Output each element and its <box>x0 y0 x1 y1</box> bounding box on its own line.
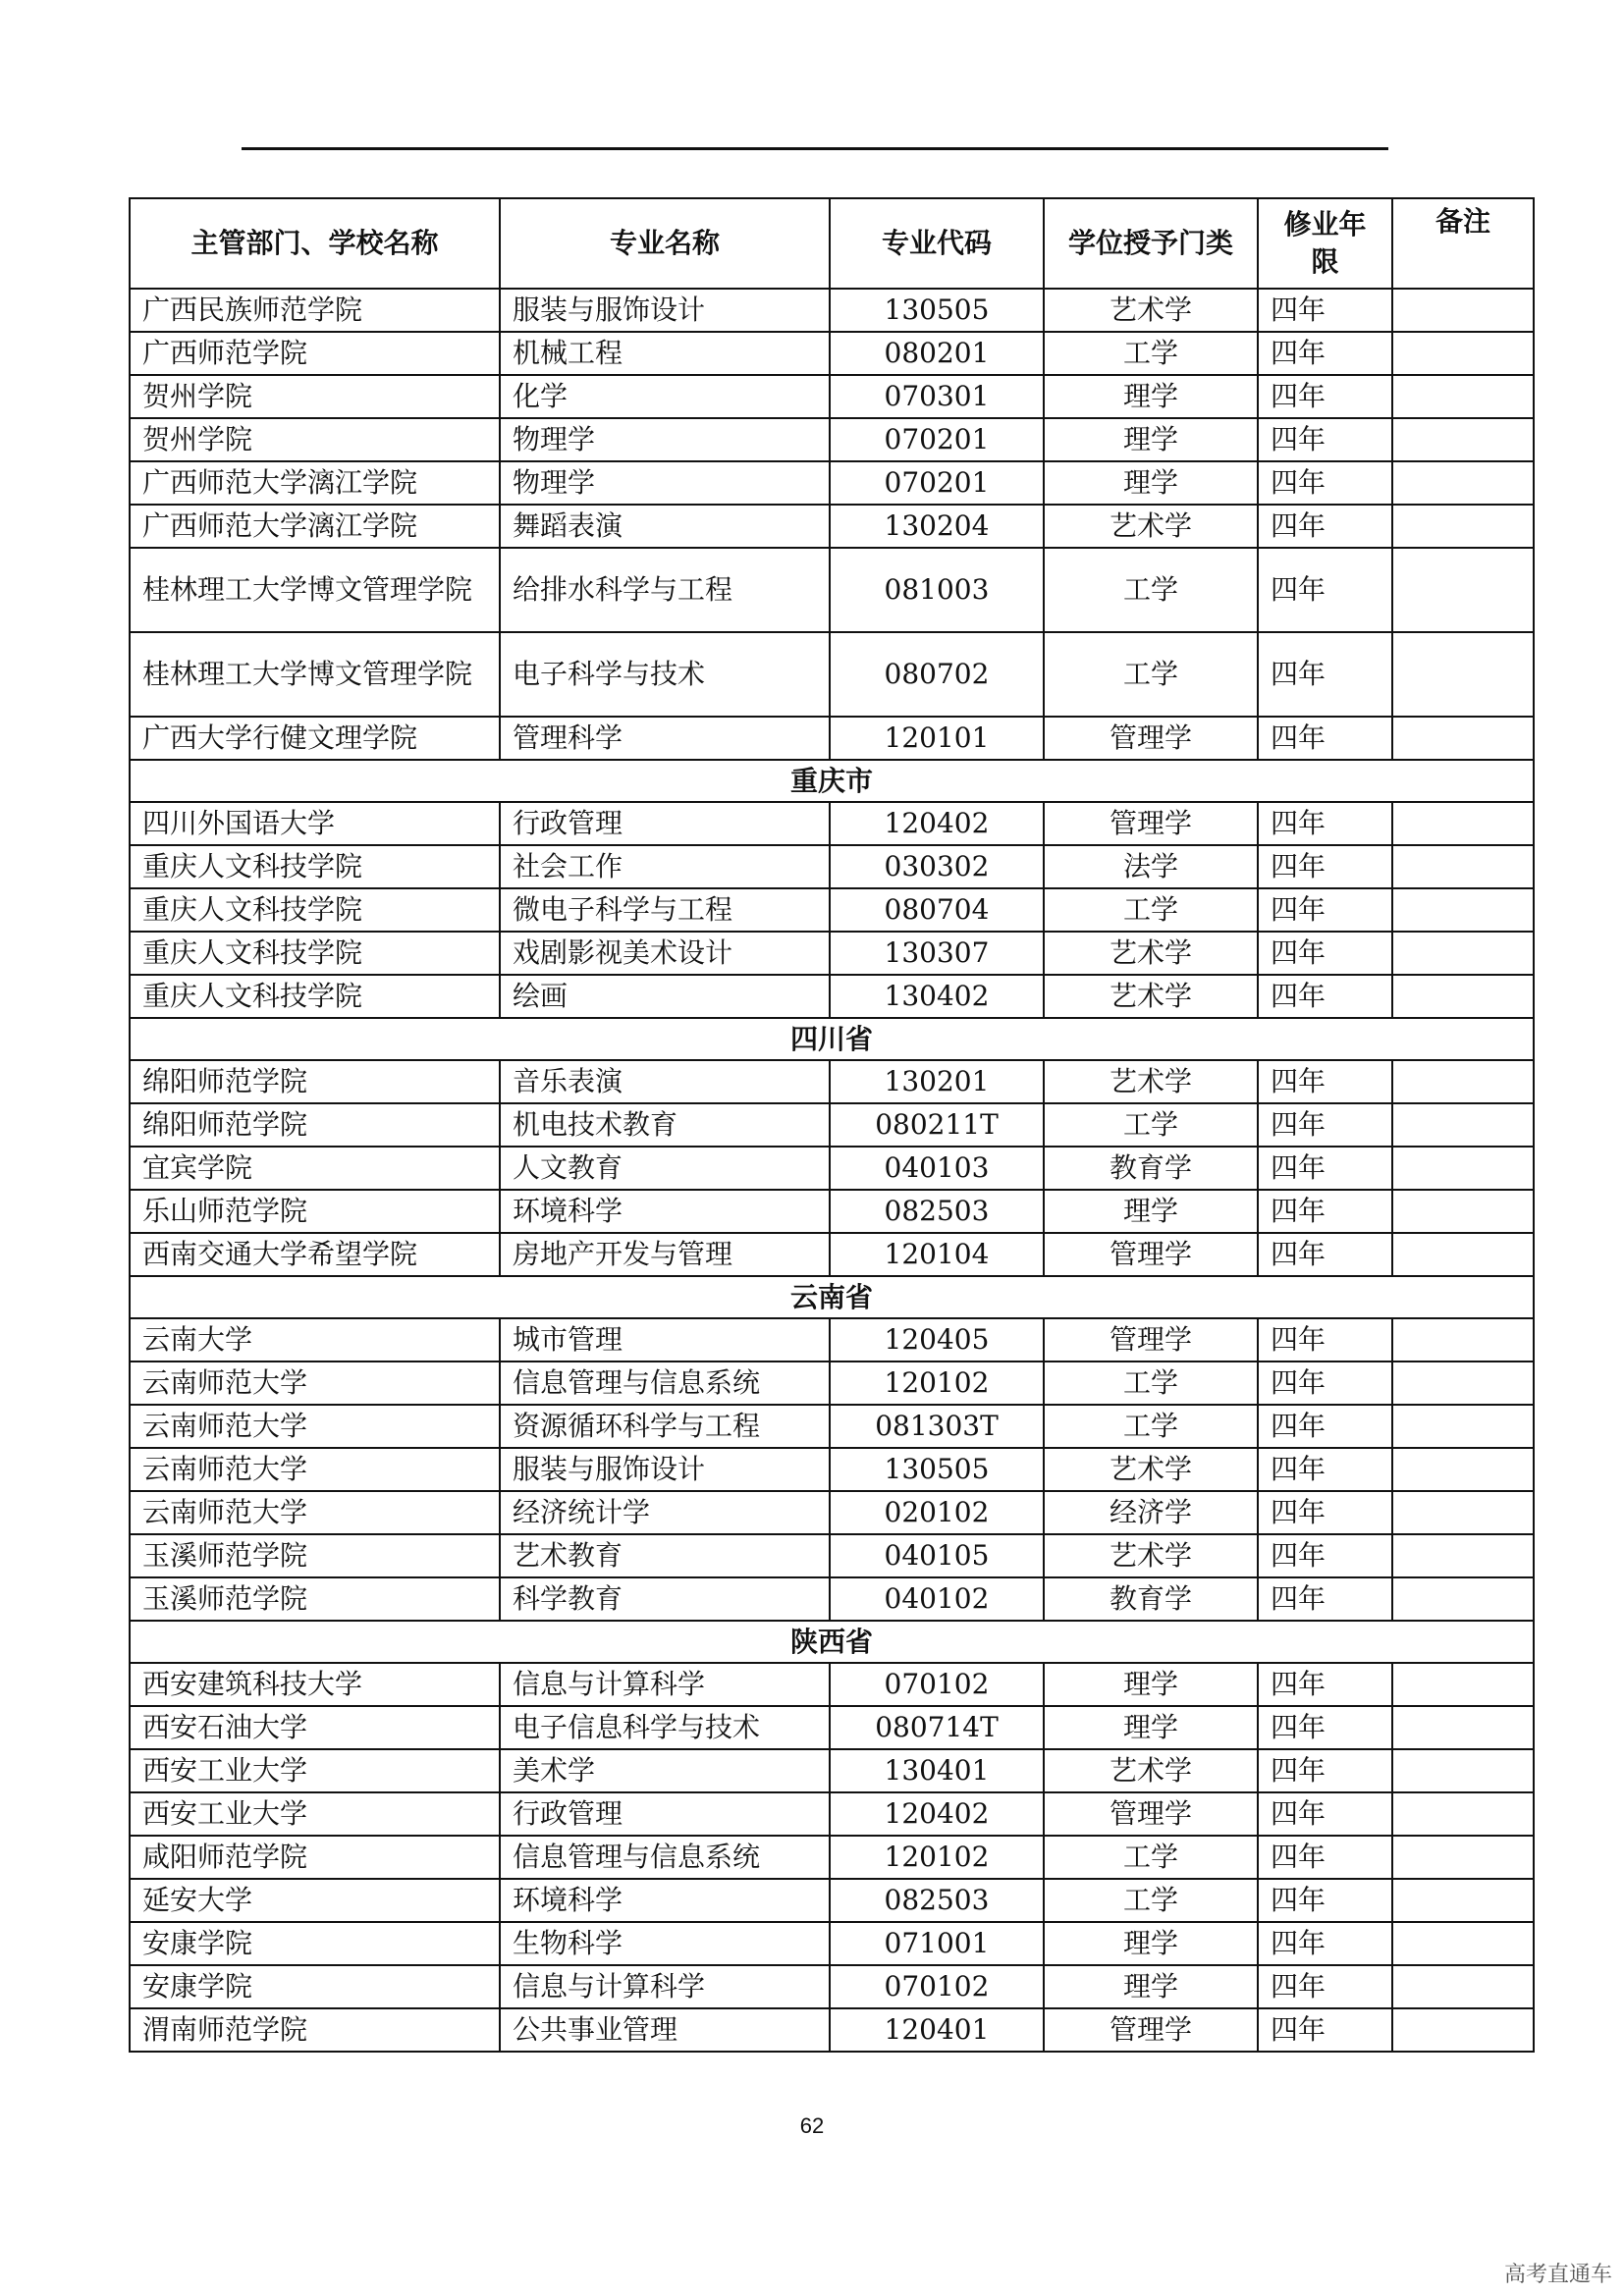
school-cell: 西安石油大学 <box>130 1706 500 1749</box>
code-cell: 070201 <box>830 418 1044 461</box>
degree-cell: 艺术学 <box>1044 1534 1258 1577</box>
degree-cell: 工学 <box>1044 1836 1258 1879</box>
years-cell: 四年 <box>1258 1318 1392 1362</box>
degree-cell: 理学 <box>1044 1965 1258 2008</box>
note-cell <box>1392 1749 1534 1792</box>
years-cell: 四年 <box>1258 332 1392 375</box>
years-cell: 四年 <box>1258 1749 1392 1792</box>
major-cell: 服装与服饰设计 <box>500 1448 830 1491</box>
degree-cell: 理学 <box>1044 1706 1258 1749</box>
note-cell <box>1392 802 1534 845</box>
degree-cell: 管理学 <box>1044 717 1258 760</box>
code-cell: 120402 <box>830 1792 1044 1836</box>
code-cell: 071001 <box>830 1922 1044 1965</box>
major-cell: 生物科学 <box>500 1922 830 1965</box>
note-cell <box>1392 332 1534 375</box>
school-cell: 重庆人文科技学院 <box>130 888 500 932</box>
code-cell: 130307 <box>830 932 1044 975</box>
header-note: 备注 <box>1392 198 1534 289</box>
note-cell <box>1392 375 1534 418</box>
code-cell: 070102 <box>830 1965 1044 2008</box>
years-cell: 四年 <box>1258 548 1392 632</box>
table-row <box>130 1362 1534 1405</box>
years-cell: 四年 <box>1258 717 1392 760</box>
years-cell: 四年 <box>1258 1706 1392 1749</box>
school-cell: 云南师范大学 <box>130 1362 500 1405</box>
code-cell: 120401 <box>830 2008 1044 2052</box>
note-cell <box>1392 1577 1534 1621</box>
major-cell: 音乐表演 <box>500 1060 830 1103</box>
major-cell: 物理学 <box>500 418 830 461</box>
degree-cell: 工学 <box>1044 1879 1258 1922</box>
major-cell: 艺术教育 <box>500 1534 830 1577</box>
table-row <box>130 1318 1534 1362</box>
degree-cell: 工学 <box>1044 332 1258 375</box>
years-cell: 四年 <box>1258 632 1392 717</box>
school-cell: 宜宾学院 <box>130 1147 500 1190</box>
code-cell: 120102 <box>830 1362 1044 1405</box>
table-row <box>130 717 1534 760</box>
table-row <box>130 548 1534 632</box>
note-cell <box>1392 1318 1534 1362</box>
table-row <box>130 1491 1534 1534</box>
note-cell <box>1392 1190 1534 1233</box>
degree-cell: 工学 <box>1044 1405 1258 1448</box>
code-cell: 130204 <box>830 505 1044 548</box>
school-cell: 重庆人文科技学院 <box>130 845 500 888</box>
degree-cell: 教育学 <box>1044 1147 1258 1190</box>
major-cell: 机械工程 <box>500 332 830 375</box>
table-row <box>130 1836 1534 1879</box>
code-cell: 130401 <box>830 1749 1044 1792</box>
major-cell: 房地产开发与管理 <box>500 1233 830 1276</box>
table-row <box>130 461 1534 505</box>
years-cell: 四年 <box>1258 418 1392 461</box>
school-cell: 云南师范大学 <box>130 1491 500 1534</box>
major-cell: 科学教育 <box>500 1577 830 1621</box>
major-cell: 人文教育 <box>500 1147 830 1190</box>
major-cell: 管理科学 <box>500 717 830 760</box>
code-cell: 080702 <box>830 632 1044 717</box>
note-cell <box>1392 1405 1534 1448</box>
major-cell: 行政管理 <box>500 1792 830 1836</box>
degree-cell: 理学 <box>1044 1922 1258 1965</box>
major-cell: 物理学 <box>500 461 830 505</box>
degree-cell: 理学 <box>1044 375 1258 418</box>
school-cell: 安康学院 <box>130 1922 500 1965</box>
note-cell <box>1392 888 1534 932</box>
page-number: 62 <box>799 2113 825 2138</box>
degree-cell: 经济学 <box>1044 1491 1258 1534</box>
major-cell: 环境科学 <box>500 1190 830 1233</box>
table-row <box>130 505 1534 548</box>
years-cell: 四年 <box>1258 1405 1392 1448</box>
major-cell: 美术学 <box>500 1749 830 1792</box>
note-cell <box>1392 845 1534 888</box>
years-cell: 四年 <box>1258 1836 1392 1879</box>
years-cell: 四年 <box>1258 1147 1392 1190</box>
school-cell: 玉溪师范学院 <box>130 1577 500 1621</box>
code-cell: 081303T <box>830 1405 1044 1448</box>
major-cell: 城市管理 <box>500 1318 830 1362</box>
years-cell: 四年 <box>1258 975 1392 1018</box>
note-cell <box>1392 1965 1534 2008</box>
major-cell: 绘画 <box>500 975 830 1018</box>
table-row <box>130 1792 1534 1836</box>
table-row <box>130 802 1534 845</box>
degree-cell: 管理学 <box>1044 802 1258 845</box>
table-row <box>130 332 1534 375</box>
school-cell: 广西大学行健文理学院 <box>130 717 500 760</box>
school-cell: 西安工业大学 <box>130 1749 500 1792</box>
table-row <box>130 632 1534 717</box>
table-row <box>130 2008 1534 2052</box>
header-code: 专业代码 <box>830 198 1044 289</box>
header-years: 修业年限 <box>1258 198 1392 289</box>
school-cell: 绵阳师范学院 <box>130 1103 500 1147</box>
major-cell: 微电子科学与工程 <box>500 888 830 932</box>
note-cell <box>1392 932 1534 975</box>
school-cell: 广西民族师范学院 <box>130 289 500 332</box>
degree-cell: 工学 <box>1044 888 1258 932</box>
note-cell <box>1392 1491 1534 1534</box>
degree-cell: 艺术学 <box>1044 1448 1258 1491</box>
table-row <box>130 375 1534 418</box>
note-cell <box>1392 1663 1534 1706</box>
note-cell <box>1392 632 1534 717</box>
code-cell: 130201 <box>830 1060 1044 1103</box>
note-cell <box>1392 1448 1534 1491</box>
table-row <box>130 1879 1534 1922</box>
note-cell <box>1392 1922 1534 1965</box>
code-cell: 040103 <box>830 1147 1044 1190</box>
major-cell: 信息管理与信息系统 <box>500 1836 830 1879</box>
code-cell: 080201 <box>830 332 1044 375</box>
school-cell: 广西师范大学漓江学院 <box>130 505 500 548</box>
table-row <box>130 1749 1534 1792</box>
table-row <box>130 932 1534 975</box>
degree-cell: 工学 <box>1044 548 1258 632</box>
note-cell <box>1392 1103 1534 1147</box>
top-rule <box>242 147 1388 150</box>
table-row <box>130 418 1534 461</box>
years-cell: 四年 <box>1258 1362 1392 1405</box>
school-cell: 广西师范大学漓江学院 <box>130 461 500 505</box>
major-cell: 资源循环科学与工程 <box>500 1405 830 1448</box>
school-cell: 玉溪师范学院 <box>130 1534 500 1577</box>
note-cell <box>1392 1706 1534 1749</box>
major-cell: 电子信息科学与技术 <box>500 1706 830 1749</box>
degree-cell: 管理学 <box>1044 1233 1258 1276</box>
school-cell: 四川外国语大学 <box>130 802 500 845</box>
table-row <box>130 975 1534 1018</box>
years-cell: 四年 <box>1258 1965 1392 2008</box>
years-cell: 四年 <box>1258 888 1392 932</box>
header-major: 专业名称 <box>500 198 830 289</box>
table-row <box>130 888 1534 932</box>
major-cell: 环境科学 <box>500 1879 830 1922</box>
note-cell <box>1392 717 1534 760</box>
note-cell <box>1392 2008 1534 2052</box>
years-cell: 四年 <box>1258 1792 1392 1836</box>
degree-cell: 工学 <box>1044 632 1258 717</box>
code-cell: 130505 <box>830 289 1044 332</box>
note-cell <box>1392 1879 1534 1922</box>
school-cell: 重庆人文科技学院 <box>130 932 500 975</box>
years-cell: 四年 <box>1258 1577 1392 1621</box>
years-cell: 四年 <box>1258 505 1392 548</box>
note-cell <box>1392 1147 1534 1190</box>
code-cell: 081003 <box>830 548 1044 632</box>
code-cell: 030302 <box>830 845 1044 888</box>
code-cell: 120402 <box>830 802 1044 845</box>
note-cell <box>1392 1792 1534 1836</box>
years-cell: 四年 <box>1258 802 1392 845</box>
degree-cell: 艺术学 <box>1044 1060 1258 1103</box>
table-row <box>130 1060 1534 1103</box>
degree-cell: 艺术学 <box>1044 932 1258 975</box>
code-cell: 120101 <box>830 717 1044 760</box>
years-cell: 四年 <box>1258 289 1392 332</box>
code-cell: 020102 <box>830 1491 1044 1534</box>
code-cell: 080704 <box>830 888 1044 932</box>
code-cell: 120405 <box>830 1318 1044 1362</box>
school-cell: 延安大学 <box>130 1879 500 1922</box>
major-cell: 机电技术教育 <box>500 1103 830 1147</box>
code-cell: 082503 <box>830 1879 1044 1922</box>
code-cell: 130402 <box>830 975 1044 1018</box>
degree-cell: 工学 <box>1044 1362 1258 1405</box>
school-cell: 西安建筑科技大学 <box>130 1663 500 1706</box>
degree-cell: 法学 <box>1044 845 1258 888</box>
major-cell: 信息管理与信息系统 <box>500 1362 830 1405</box>
major-cell: 行政管理 <box>500 802 830 845</box>
region-name: 四川省 <box>130 1018 1534 1060</box>
degree-cell: 管理学 <box>1044 1792 1258 1836</box>
table-row <box>130 1663 1534 1706</box>
years-cell: 四年 <box>1258 1534 1392 1577</box>
years-cell: 四年 <box>1258 1879 1392 1922</box>
code-cell: 040102 <box>830 1577 1044 1621</box>
major-cell: 信息与计算科学 <box>500 1663 830 1706</box>
majors-table <box>129 197 1535 2053</box>
region-name: 陕西省 <box>130 1621 1534 1663</box>
major-cell: 公共事业管理 <box>500 2008 830 2052</box>
school-cell: 贺州学院 <box>130 418 500 461</box>
code-cell: 130505 <box>830 1448 1044 1491</box>
major-cell: 舞蹈表演 <box>500 505 830 548</box>
table-header-row <box>130 198 1534 289</box>
years-cell: 四年 <box>1258 1233 1392 1276</box>
table-body <box>130 289 1534 2052</box>
note-cell <box>1392 1060 1534 1103</box>
major-cell: 经济统计学 <box>500 1491 830 1534</box>
major-cell: 戏剧影视美术设计 <box>500 932 830 975</box>
region-name: 云南省 <box>130 1276 1534 1318</box>
header-degree: 学位授予门类 <box>1044 198 1258 289</box>
major-cell: 电子科学与技术 <box>500 632 830 717</box>
table-row <box>130 1922 1534 1965</box>
school-cell: 云南师范大学 <box>130 1405 500 1448</box>
code-cell: 070301 <box>830 375 1044 418</box>
major-cell: 给排水科学与工程 <box>500 548 830 632</box>
code-cell: 120104 <box>830 1233 1044 1276</box>
major-cell: 社会工作 <box>500 845 830 888</box>
table-row <box>130 1103 1534 1147</box>
note-cell <box>1392 1362 1534 1405</box>
region-name: 重庆市 <box>130 760 1534 802</box>
code-cell: 082503 <box>830 1190 1044 1233</box>
note-cell <box>1392 975 1534 1018</box>
years-cell: 四年 <box>1258 1190 1392 1233</box>
years-cell: 四年 <box>1258 1103 1392 1147</box>
code-cell: 080714T <box>830 1706 1044 1749</box>
degree-cell: 艺术学 <box>1044 289 1258 332</box>
school-cell: 广西师范学院 <box>130 332 500 375</box>
table-row <box>130 289 1534 332</box>
table-row <box>130 1706 1534 1749</box>
school-cell: 贺州学院 <box>130 375 500 418</box>
degree-cell: 理学 <box>1044 461 1258 505</box>
school-cell: 重庆人文科技学院 <box>130 975 500 1018</box>
school-cell: 渭南师范学院 <box>130 2008 500 2052</box>
note-cell <box>1392 1836 1534 1879</box>
major-cell: 信息与计算科学 <box>500 1965 830 2008</box>
code-cell: 070102 <box>830 1663 1044 1706</box>
years-cell: 四年 <box>1258 932 1392 975</box>
degree-cell: 工学 <box>1044 1103 1258 1147</box>
note-cell <box>1392 1534 1534 1577</box>
table-row <box>130 1147 1534 1190</box>
note-cell <box>1392 1233 1534 1276</box>
region-row <box>130 760 1534 802</box>
table-row <box>130 1233 1534 1276</box>
years-cell: 四年 <box>1258 375 1392 418</box>
table-row <box>130 1405 1534 1448</box>
note-cell <box>1392 461 1534 505</box>
years-cell: 四年 <box>1258 1491 1392 1534</box>
school-cell: 云南师范大学 <box>130 1448 500 1491</box>
note-cell <box>1392 505 1534 548</box>
table-row <box>130 845 1534 888</box>
school-cell: 西安工业大学 <box>130 1792 500 1836</box>
degree-cell: 理学 <box>1044 1663 1258 1706</box>
years-cell: 四年 <box>1258 461 1392 505</box>
table-row <box>130 1965 1534 2008</box>
degree-cell: 艺术学 <box>1044 975 1258 1018</box>
code-cell: 120102 <box>830 1836 1044 1879</box>
school-cell: 安康学院 <box>130 1965 500 2008</box>
years-cell: 四年 <box>1258 2008 1392 2052</box>
note-cell <box>1392 418 1534 461</box>
major-cell: 化学 <box>500 375 830 418</box>
table-row <box>130 1448 1534 1491</box>
code-cell: 040105 <box>830 1534 1044 1577</box>
years-cell: 四年 <box>1258 1448 1392 1491</box>
degree-cell: 理学 <box>1044 1190 1258 1233</box>
school-cell: 桂林理工大学博文管理学院 <box>130 632 500 717</box>
note-cell <box>1392 289 1534 332</box>
degree-cell: 教育学 <box>1044 1577 1258 1621</box>
table-row <box>130 1577 1534 1621</box>
years-cell: 四年 <box>1258 1060 1392 1103</box>
watermark: 高考直通车 <box>1503 2263 1612 2287</box>
region-row <box>130 1276 1534 1318</box>
years-cell: 四年 <box>1258 1663 1392 1706</box>
note-cell <box>1392 548 1534 632</box>
years-cell: 四年 <box>1258 1922 1392 1965</box>
degree-cell: 艺术学 <box>1044 1749 1258 1792</box>
school-cell: 乐山师范学院 <box>130 1190 500 1233</box>
years-cell: 四年 <box>1258 845 1392 888</box>
degree-cell: 艺术学 <box>1044 505 1258 548</box>
region-row <box>130 1621 1534 1663</box>
header-school: 主管部门、学校名称 <box>130 198 500 289</box>
school-cell: 绵阳师范学院 <box>130 1060 500 1103</box>
school-cell: 咸阳师范学院 <box>130 1836 500 1879</box>
table-row <box>130 1534 1534 1577</box>
degree-cell: 管理学 <box>1044 1318 1258 1362</box>
region-row <box>130 1018 1534 1060</box>
table-row <box>130 1190 1534 1233</box>
degree-cell: 管理学 <box>1044 2008 1258 2052</box>
school-cell: 西南交通大学希望学院 <box>130 1233 500 1276</box>
school-cell: 桂林理工大学博文管理学院 <box>130 548 500 632</box>
code-cell: 080211T <box>830 1103 1044 1147</box>
code-cell: 070201 <box>830 461 1044 505</box>
major-cell: 服装与服饰设计 <box>500 289 830 332</box>
degree-cell: 理学 <box>1044 418 1258 461</box>
school-cell: 云南大学 <box>130 1318 500 1362</box>
